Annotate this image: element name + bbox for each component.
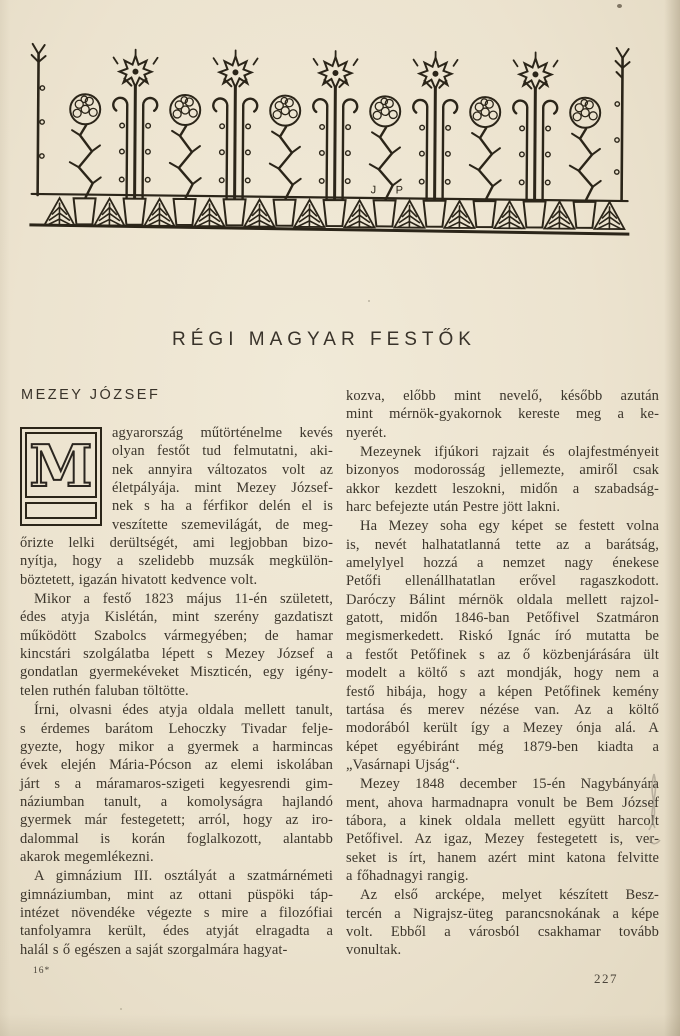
paragraph [346, 775, 659, 885]
text-line: a főhadnagyi rangig. [346, 867, 469, 884]
text-line: intézet növendéke végezte s mire a filozófiai [20, 904, 333, 921]
text-line: telen ruthén faluban töltötte. [20, 682, 189, 699]
monogram-j: J [370, 184, 377, 197]
pencil-scribble [638, 768, 680, 860]
flower-pot [73, 198, 95, 224]
text-line: Mikor a festő 1823 május 11-én született, [34, 591, 333, 608]
text-line: halál s ő egészen a saját szorgalmára hagyat- [20, 941, 288, 958]
text-line: seket is írt, hanem azért mint katona felvitte [346, 849, 659, 866]
text-line: gimnáziumban, mint az ottani püspöki táp- [20, 886, 333, 903]
leaf-triangle [544, 201, 574, 228]
paragraph [20, 867, 333, 959]
paper-speck [617, 4, 622, 8]
pompom-flower [570, 98, 602, 201]
leaf-triangle [394, 200, 424, 227]
right-column [346, 387, 659, 960]
left-column-text [20, 424, 333, 959]
text-line: volt. Ebből a városból csakhamar tovább [346, 923, 659, 940]
text-columns [20, 387, 666, 960]
tall-flower [313, 51, 358, 199]
text-line: Petőfivel. Az igaz, Mezey festegetett is, ver- [346, 831, 659, 848]
tall-flower [213, 50, 258, 198]
text-line: nyerét. [346, 424, 387, 441]
tall-flower [413, 52, 458, 200]
text-line: Mezey 1848 december 15-én Nagybányára [360, 776, 659, 793]
text-line: s érdemes barátom Lehoczky Tivadar felje- [20, 720, 333, 737]
text-line: tábora, a kinek oldala mellett együtt harcolt [346, 812, 659, 829]
pompom-flower [270, 96, 302, 199]
text-line: gyermek már festegetett; arról, hogy az iro- [20, 812, 333, 829]
pompom-flower [170, 95, 202, 198]
tall-flower [113, 49, 158, 197]
text-line: modorából került így a Mezey ónja alá. A [346, 720, 659, 737]
text-line: vonultak. [346, 942, 402, 959]
paragraph [346, 443, 659, 516]
drop-cap-letter: M [29, 432, 93, 500]
text-line: gondatlan gyermekéveket Miszticén, egy igény- [20, 664, 333, 681]
left-column [20, 387, 333, 960]
text-line: agyarország műtörténelme kevés [112, 425, 333, 441]
leaf-triangle [194, 199, 224, 226]
text-line: kincstári szolgálatba lépett s Mezey József a [20, 646, 333, 663]
text-line: Ha Mezey soha egy képet se festett volna [360, 518, 659, 535]
paragraph [346, 387, 659, 442]
text-line: tartása és merev nézése van. Az a költő [346, 701, 659, 718]
text-line: tercén a Nigrajsz-üteg parancsnokának a képe [346, 905, 659, 922]
paragraph [346, 886, 659, 959]
floral-border-illustration [29, 40, 630, 240]
text-line: is, nevét halhatatlanná tette az a barátság, [346, 536, 659, 553]
leaf-triangle [244, 199, 274, 226]
text-line: böztetett, igazán hivatott kedvence volt. [20, 571, 258, 588]
flower-pot [423, 201, 445, 227]
paragraph [20, 424, 333, 589]
paragraph [346, 517, 659, 774]
text-line: gatott, midőn 1846-ban Petőfivel Szatmáron [346, 610, 659, 627]
pompom-flower [470, 97, 502, 200]
flower-pot [323, 200, 345, 226]
text-line: kozva, előbb mint nevelő, később azután [346, 388, 659, 404]
text-line: modelt a költő s azt mondják, hogy nem a [346, 665, 659, 682]
paragraph [20, 590, 333, 700]
text-line: náziumban tanult, a komolyságra hajlandó [20, 793, 333, 810]
tall-flower [513, 52, 558, 200]
text-line: veszítette szemevilágát, de meg- [112, 516, 333, 533]
text-line: őrizte lelki derültségét, ami legjobban bizo- [20, 535, 333, 552]
text-line: nyítja, hogy a szelidebb muzsák megkülön- [20, 553, 333, 570]
text-line: járt s a máramaros-szigeti kegyesrendi gim- [20, 775, 333, 792]
flower-pot [573, 202, 595, 228]
leaf-triangle [94, 198, 124, 225]
leaf-triangle [44, 198, 74, 225]
text-line: Az első arcképe, melyet készített Besz- [360, 887, 659, 904]
text-line: működött Szabolcs vármegyében; de hamar [20, 627, 333, 644]
text-line: édes atyja Kislétán, mint szerény gazdatiszt [20, 609, 333, 626]
drop-cap [20, 427, 102, 526]
pompom-flower [70, 94, 102, 197]
leaf-triangle [294, 200, 324, 227]
text-line: bizonyos modorosság jellemezte, amiről csak [346, 462, 659, 479]
text-line: amelylyel hozzá a nemzet nagy énekese [346, 555, 659, 572]
text-line: festő hibája, hogy a képen Petőfinek kemény [346, 683, 659, 700]
text-line: Petőfi ellenállhatatlan erővel ragaszkodott. [346, 573, 659, 590]
text-line: Daróczy Bálint mérnök oldala mellett rajzol- [346, 591, 659, 608]
paragraph [20, 701, 333, 866]
page-number: 227 [594, 971, 618, 986]
paper-speck [368, 300, 370, 302]
drop-cap-ornament-bar [25, 502, 97, 519]
text-line: tanfolyamra került, édes atyját elragadta a [20, 923, 333, 940]
flower-pot [173, 199, 195, 225]
text-line: megismerkedett. Riskó Ignác író mutatta be [346, 628, 659, 645]
flower-pot [223, 199, 245, 225]
text-line: életpályája. mint Mezey József- [112, 480, 333, 497]
signature-mark: 16* [33, 966, 51, 976]
text-line: akarok megemlékezni. [20, 848, 154, 865]
border-right-edge [614, 48, 629, 200]
leaf-triangle [344, 200, 374, 227]
flower-pot [123, 199, 145, 225]
text-line: a festőt Petőfinek s az ő közbenjárására ült [346, 646, 659, 663]
leaf-triangle [144, 199, 174, 226]
leaf-triangle [594, 202, 624, 229]
text-line: olyan festőt tud felmutatni, aki- [112, 443, 333, 460]
text-line: mint mérnök-gyakornok kereste meg a ke- [346, 406, 659, 423]
leaf-triangle [494, 201, 524, 228]
text-line: harc befejezte után Pestre jött lakni. [346, 499, 561, 516]
flower-pot [373, 200, 395, 226]
text-line: ment, ahova harmadnapra vonult be Bem József [346, 794, 659, 811]
text-line: gyezte, hogy mikor a gyermek a harmincas [20, 738, 333, 755]
text-line: Mezeynek ifjúkori rajzait és olajfestményeit [360, 444, 659, 461]
paper-speck [120, 1008, 122, 1010]
flower-pot [473, 201, 495, 227]
page-title: RÉGI MAGYAR FESTŐK [172, 329, 476, 350]
text-line: képet egyébiránt még 1879-ben kiadta a [346, 738, 659, 755]
flower-pot [523, 201, 545, 227]
text-line: évek elején Mária-Pócson az elemi iskolában [20, 757, 333, 774]
text-line: Írni, olvasni édes atyja oldala mellett tanult, [34, 702, 333, 719]
text-line: akkor kezdett leszokni, midőn a szabadság- [346, 480, 659, 497]
right-column-text [346, 387, 659, 960]
text-line: A gimnázium III. osztályát a szatmárnémeti [34, 868, 333, 885]
monogram-p: P [395, 184, 404, 197]
flower-pot [273, 200, 295, 226]
text-line: dalommal is korán foglalkozott, alantabb [20, 830, 333, 847]
leaf-triangle [444, 201, 474, 228]
text-line: nek s ha a férfikor delén el is [112, 498, 333, 515]
section-heading: MEZEY JÓZSEF [21, 387, 161, 403]
text-line: nek annyira változatos volt az [112, 461, 333, 478]
text-line: „Vasárnapi Ujság“. [346, 756, 460, 773]
border-left-edge [31, 44, 46, 195]
